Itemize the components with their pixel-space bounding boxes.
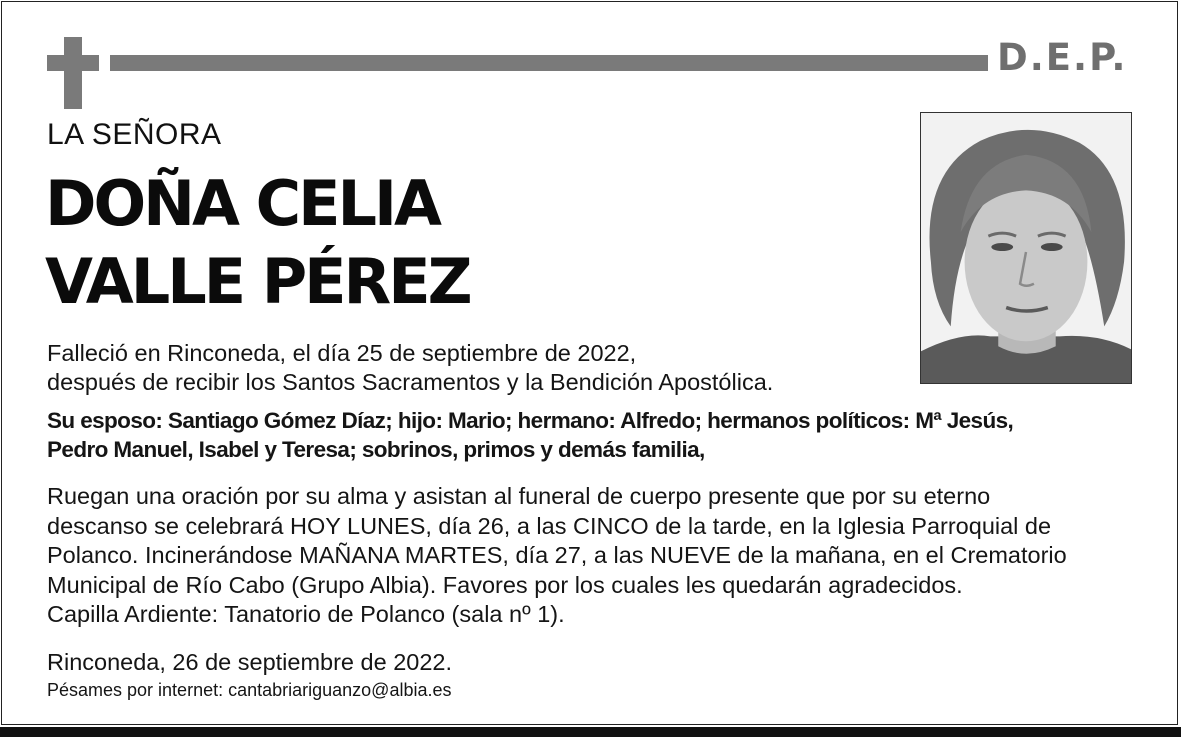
bottom-rule (0, 727, 1181, 737)
cross-icon-horizontal (47, 55, 99, 71)
death-notice (47, 339, 773, 397)
family-line-1: Su esposo: Santiago Gómez Díaz; hijo: Mario; hermano: Alfredo; hermanos políticos: Mª Jesús, (47, 408, 1014, 433)
dep-label: D.E.P. (997, 36, 1128, 79)
death-notice-line-2: después de recibir los Santos Sacramentos y la Bendición Apostólica. (47, 369, 774, 395)
death-notice-line-1: Falleció en Rinconeda, el día 25 de septiembre de 2022, (47, 340, 637, 366)
header-rule (110, 55, 988, 71)
place-date: Rinconeda, 26 de septiembre de 2022. (47, 649, 453, 675)
deceased-name (45, 165, 470, 321)
deceased-name-line-2: VALLE PÉREZ (45, 245, 470, 318)
closing (47, 648, 452, 703)
funeral-line-5: Capilla Ardiente: Tanatorio de Polanco (sala nº 1). (47, 601, 565, 627)
funeral-line-4: Municipal de Río Cabo (Grupo Albia). Favores por los cuales les quedarán agradecidos. (47, 571, 963, 598)
funeral-line-3: Polanco. Incinerándose MAÑANA MARTES, día 27, a las NUEVE de la mañana, en el Crematorio (47, 542, 1067, 568)
family-list (47, 406, 1013, 464)
family-line-2: Pedro Manuel, Isabel y Teresa; sobrinos, primos y demás familia, (47, 437, 705, 462)
funeral-details (47, 482, 1067, 630)
deceased-name-line-1: DOÑA CELIA (45, 167, 440, 240)
condolences-email: Pésames por internet: cantabriariguanzo@albia.es (47, 680, 452, 700)
funeral-line-1: Ruegan una oración por su alma y asistan al funeral de cuerpo presente que por su eterno (47, 483, 991, 509)
honorific: LA SEÑORA (47, 118, 222, 151)
cross-icon-vertical (64, 37, 82, 109)
portrait-image (921, 113, 1131, 383)
portrait-photo (920, 112, 1132, 384)
funeral-line-2: descanso se celebrará HOY LUNES, día 26, a las CINCO de la tarde, en la Iglesia Parroquial de (47, 512, 1052, 539)
